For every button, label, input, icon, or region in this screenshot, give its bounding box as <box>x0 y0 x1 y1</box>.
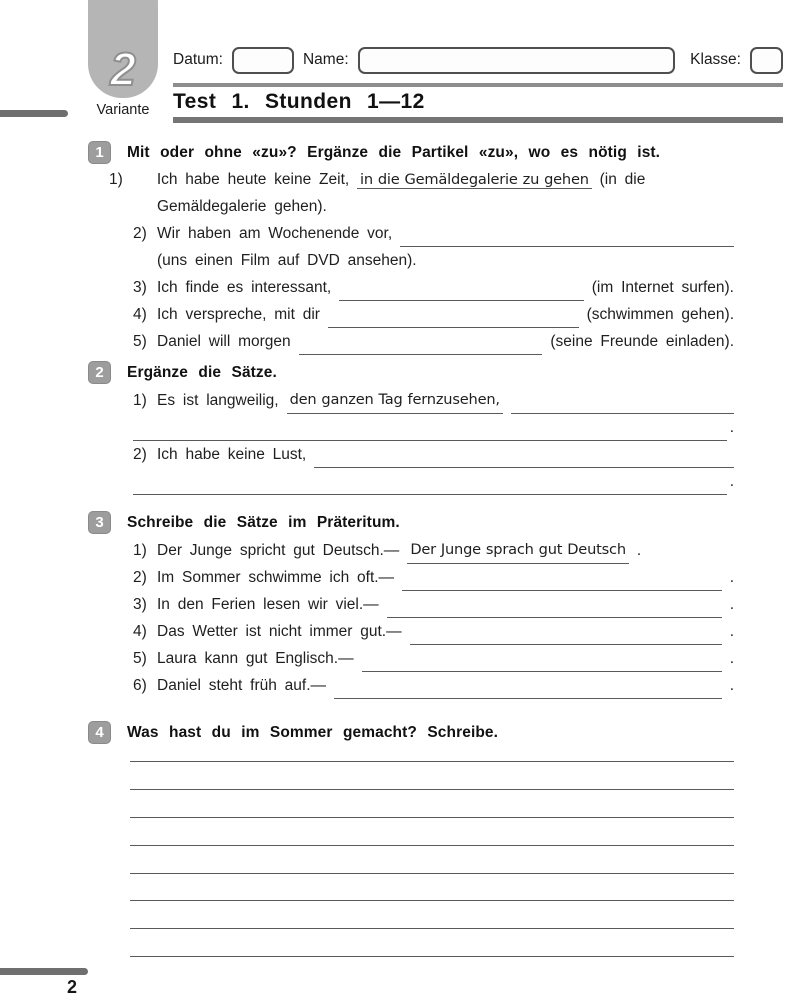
item-text: Daniel steht früh auf.— <box>157 677 327 694</box>
section-4-header <box>88 721 734 744</box>
continuation-line <box>133 414 734 441</box>
item-number: 2) <box>133 446 147 463</box>
item-text: Ich verspreche, mit dir <box>157 306 320 323</box>
answer-blank <box>133 418 727 441</box>
item-hint: (in die Gemäldegalerie gehen). <box>157 171 646 215</box>
section-2 <box>88 361 734 495</box>
item-text: Der Junge spricht gut Deutsch.— <box>157 542 400 559</box>
exercise-item <box>133 301 734 328</box>
item-number: 4) <box>133 306 147 323</box>
item-hint: (seine Freunde einladen). <box>550 333 734 350</box>
left-margin-bar-top <box>0 110 68 117</box>
answer-blank <box>402 568 722 591</box>
exercise-item <box>133 618 734 645</box>
section-heading: Mit oder ohne «zu»? Ergänze die Partikel «zu», wo es nötig ist. <box>127 143 661 161</box>
item-text: Ich habe heute keine Zeit, <box>156 171 350 188</box>
exercise-item <box>133 387 734 414</box>
item-hint: (im Internet surfen). <box>591 279 734 296</box>
sentence-period: . <box>729 650 734 667</box>
answer-blank <box>299 332 543 355</box>
answer-blank <box>339 278 584 301</box>
datum-label: Datum: <box>173 51 223 68</box>
name-label: Name: <box>302 51 349 68</box>
section-1 <box>88 141 734 355</box>
section-1-header <box>88 141 734 164</box>
datum-input[interactable] <box>232 47 294 74</box>
answer-blank <box>328 305 579 328</box>
title-underline <box>173 117 783 123</box>
exercise-item <box>133 220 734 247</box>
item-number: 5) <box>133 333 147 350</box>
section-number-badge: 4 <box>88 721 111 744</box>
item-number: 1) <box>133 542 147 559</box>
section-4 <box>88 721 734 957</box>
answer-blank <box>511 391 734 414</box>
item-text: Daniel will morgen <box>157 333 291 350</box>
exercise-item <box>133 328 734 355</box>
item-number: 3) <box>133 279 147 296</box>
exercise-item <box>109 166 734 220</box>
answer-blank <box>133 472 727 495</box>
item-text: Das Wetter ist nicht immer gut.— <box>157 623 402 640</box>
item-number: 2) <box>133 225 147 242</box>
writing-lines <box>130 744 734 957</box>
item-number: 1) <box>133 392 147 409</box>
section-1-body <box>109 166 734 355</box>
page-title: Test 1. Stunden 1—12 <box>173 89 425 113</box>
writing-line <box>130 929 734 957</box>
item-text: Es ist langweilig, <box>157 392 279 409</box>
continuation-line <box>133 468 734 495</box>
section-heading: Was hast du im Sommer gemacht? Schreibe. <box>127 723 499 741</box>
item-text: Im Sommer schwimme ich oft.— <box>157 569 395 586</box>
item-text: Wir haben am Wochenende vor, <box>157 225 393 242</box>
writing-line <box>130 790 734 818</box>
writing-line <box>130 818 734 846</box>
header <box>173 44 783 123</box>
item-hint: (uns einen Film auf DVD ansehen). <box>157 252 417 269</box>
sentence-period: . <box>729 623 734 640</box>
left-margin-bar-bottom <box>0 968 88 975</box>
section-2-header <box>88 361 734 384</box>
section-number-badge: 1 <box>88 141 111 164</box>
writing-line <box>130 744 734 762</box>
answer-blank <box>314 445 734 468</box>
klasse-label: Klasse: <box>690 51 741 68</box>
item-number: 4) <box>133 623 147 640</box>
sentence-period: . <box>729 596 734 613</box>
sentence-period: . <box>636 542 642 559</box>
writing-line <box>130 901 734 929</box>
answer-blank <box>334 676 722 699</box>
exercise-item <box>133 645 734 672</box>
item-text: Laura kann gut Englisch.— <box>157 650 354 667</box>
writing-line <box>130 846 734 874</box>
item-number: 5) <box>133 650 147 667</box>
writing-line <box>130 762 734 790</box>
section-3-header <box>88 511 734 534</box>
item-text: Ich finde es interessant, <box>157 279 332 296</box>
variant-number: 2 <box>110 43 136 95</box>
handwritten-answer: Der Junge sprach gut Deutsch <box>407 536 629 564</box>
item-text: In den Ferien lesen wir viel.— <box>157 596 379 613</box>
exercise-item <box>133 274 734 301</box>
item-number: 1) <box>109 171 123 188</box>
exercise-item <box>133 441 734 468</box>
section-number-badge: 3 <box>88 511 111 534</box>
exercise-item <box>133 537 734 564</box>
handwritten-answer: in die Gemäldegalerie zu gehen <box>357 171 592 189</box>
section-2-body <box>133 387 734 495</box>
item-number: 2) <box>133 569 147 586</box>
klasse-input[interactable] <box>750 47 783 74</box>
handwritten-answer: den ganzen Tag fernzusehen, <box>287 386 503 414</box>
answer-blank <box>410 622 722 645</box>
item-text: Ich habe keine Lust, <box>157 446 307 463</box>
exercise-item <box>133 564 734 591</box>
exercise-item <box>133 672 734 699</box>
section-heading: Schreibe die Sätze im Präteritum. <box>127 513 400 531</box>
sentence-period: . <box>729 473 734 490</box>
item-number: 3) <box>133 596 147 613</box>
exercise-item <box>133 591 734 618</box>
page-number: 2 <box>66 977 77 997</box>
answer-blank <box>400 224 734 247</box>
answer-blank <box>362 649 722 672</box>
section-heading: Ergänze die Sätze. <box>127 363 277 381</box>
sentence-period: . <box>729 677 734 694</box>
header-divider <box>173 83 783 87</box>
variant-tab <box>88 0 158 98</box>
section-number-badge: 2 <box>88 361 111 384</box>
sentence-period: . <box>729 569 734 586</box>
section-3 <box>88 511 734 699</box>
worksheet-content <box>88 141 734 957</box>
item-hint: (schwimmen gehen). <box>586 306 734 323</box>
answer-blank <box>387 595 722 618</box>
variant-label: Variante <box>96 102 150 118</box>
writing-line <box>130 874 734 902</box>
item-number: 6) <box>133 677 147 694</box>
header-fields-row <box>173 44 783 76</box>
name-input[interactable] <box>358 47 676 74</box>
section-3-body <box>133 537 734 699</box>
sentence-period: . <box>729 419 734 436</box>
